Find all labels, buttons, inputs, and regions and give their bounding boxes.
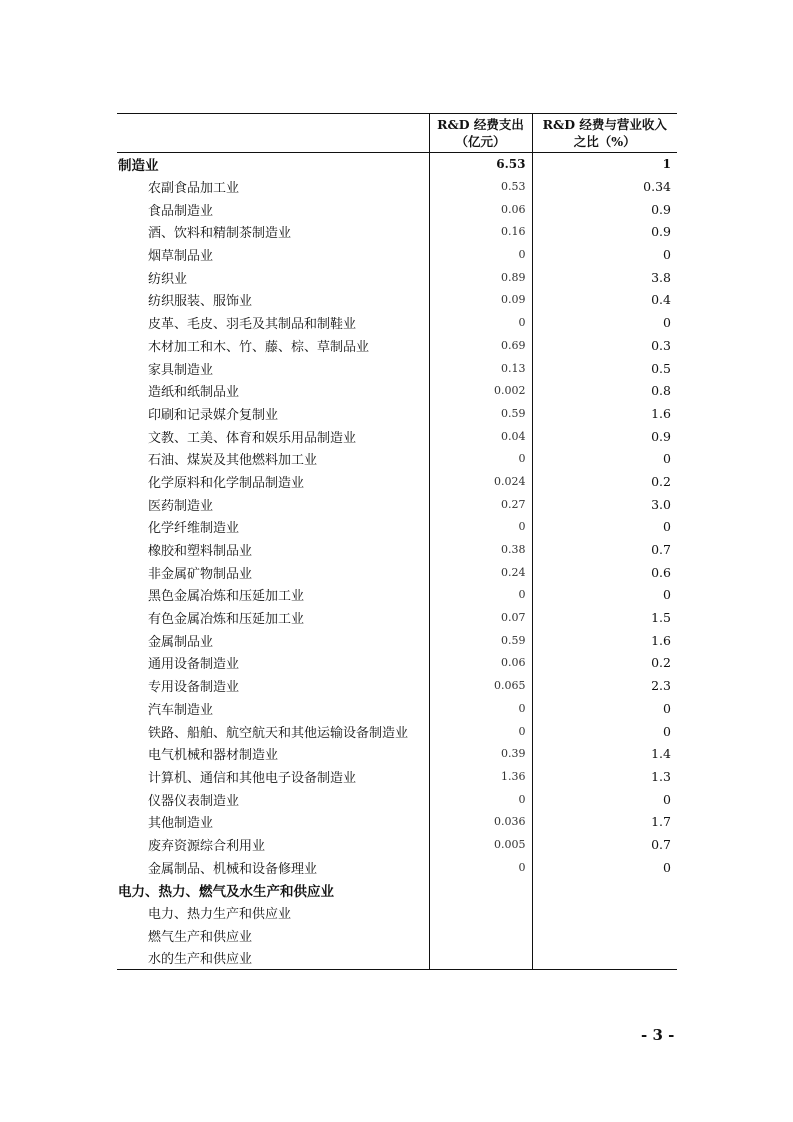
table-row (117, 674, 677, 697)
industry-name-cell: 食品制造业 (148, 203, 214, 219)
category-row (117, 879, 677, 902)
industry-name-cell: 制造业 (118, 158, 159, 175)
industry-name-cell: 金属制品、机械和设备修理业 (148, 861, 318, 877)
table-row (117, 198, 677, 221)
industry-name-cell: 酒、饮料和精制茶制造业 (148, 226, 292, 242)
table-row (117, 357, 677, 380)
rd-ratio-cell: 0 (532, 788, 677, 811)
table-row (117, 629, 677, 652)
industry-name-cell: 木材加工和木、竹、藤、棕、草制品业 (148, 339, 370, 355)
rd-expense-cell: 0.065 (429, 674, 532, 697)
table-row (117, 901, 677, 924)
rd-ratio-cell: 0.5 (532, 357, 677, 380)
industry-name-cell: 印刷和记录媒介复制业 (148, 407, 279, 423)
rd-ratio-cell: 0 (532, 516, 677, 539)
rd-ratio-cell: 0.4 (532, 289, 677, 312)
rd-ratio-cell: 0.9 (532, 198, 677, 221)
rd-ratio-cell (532, 924, 677, 947)
industry-name-cell: 铁路、船舶、航空航天和其他运输设备制造业 (148, 725, 409, 741)
rd-ratio-cell: 3.0 (532, 493, 677, 516)
rd-expense-cell: 0 (429, 516, 532, 539)
table-row (117, 538, 677, 561)
industry-name-cell: 皮革、毛皮、羽毛及其制品和制鞋业 (148, 317, 357, 333)
rd-expense-cell: 0.005 (429, 833, 532, 856)
rd-ratio-cell: 0.9 (532, 425, 677, 448)
table-row (117, 379, 677, 402)
category-row (117, 153, 677, 176)
rd-ratio-cell: 0.8 (532, 379, 677, 402)
rd-ratio-cell: 0 (532, 447, 677, 470)
rd-ratio-cell: 0 (532, 584, 677, 607)
page-number: - 3 - (641, 1026, 675, 1044)
industry-column-header (117, 114, 429, 153)
industry-name-cell: 文教、工美、体育和娱乐用品制造业 (148, 430, 357, 446)
rd-ratio-cell: 0.3 (532, 334, 677, 357)
industry-name-cell: 电力、热力、燃气及水生产和供应业 (118, 883, 334, 900)
rd-expense-cell: 0.24 (429, 561, 532, 584)
table-row (117, 493, 677, 516)
industry-name-cell: 通用设备制造业 (148, 657, 240, 673)
rd-ratio-header-line1: R&D 经费与营业收入 (542, 117, 667, 132)
rd-expense-cell: 0 (429, 584, 532, 607)
industry-name-cell: 化学纤维制造业 (148, 521, 240, 537)
industry-name-cell: 有色金属冶炼和压延加工业 (148, 612, 305, 628)
rd-ratio-cell: 0.2 (532, 470, 677, 493)
rd-expense-cell (429, 879, 532, 902)
table-row (117, 697, 677, 720)
rd-ratio-cell: 1.4 (532, 742, 677, 765)
rd-expense-cell: 0.06 (429, 198, 532, 221)
industry-name-cell: 造纸和纸制品业 (148, 385, 240, 401)
table-row (117, 584, 677, 607)
rd-ratio-cell (532, 947, 677, 970)
rd-ratio-cell: 0 (532, 720, 677, 743)
rd-expense-cell: 0.06 (429, 652, 532, 675)
rd-expense-cell: 0.002 (429, 379, 532, 402)
table-row (117, 470, 677, 493)
rd-ratio-cell: 1.6 (532, 629, 677, 652)
industry-name-cell: 金属制品业 (148, 634, 214, 650)
table-header-row (117, 114, 677, 153)
table-row (117, 289, 677, 312)
table-row (117, 266, 677, 289)
rd-ratio-cell: 1.5 (532, 606, 677, 629)
rd-expense-cell: 1.36 (429, 765, 532, 788)
table-row (117, 447, 677, 470)
industry-name-cell: 水的生产和供应业 (148, 952, 253, 968)
rd-expense-cell: 0.07 (429, 606, 532, 629)
table-row (117, 833, 677, 856)
rd-ratio-cell: 1 (532, 153, 677, 176)
table-row (117, 334, 677, 357)
rd-ratio-cell: 2.3 (532, 674, 677, 697)
table-row (117, 425, 677, 448)
rd-ratio-cell: 0 (532, 243, 677, 266)
industry-name-cell: 非金属矿物制品业 (148, 566, 253, 582)
rd-expense-cell: 0.13 (429, 357, 532, 380)
industry-name-cell: 黑色金属冶炼和压延加工业 (148, 589, 305, 605)
table-row (117, 765, 677, 788)
industry-name-cell: 纺织业 (148, 271, 188, 287)
rd-expense-cell: 0.89 (429, 266, 532, 289)
industry-name-cell: 废弃资源综合利用业 (148, 838, 266, 854)
rd-expense-cell: 0 (429, 697, 532, 720)
rd-ratio-cell: 0 (532, 697, 677, 720)
table-row (117, 788, 677, 811)
rd-expense-cell: 0.53 (429, 175, 532, 198)
table-row (117, 947, 677, 970)
rd-expense-cell: 0.04 (429, 425, 532, 448)
rd-expense-cell (429, 947, 532, 970)
table-row (117, 516, 677, 539)
table-row (117, 311, 677, 334)
rd-ratio-cell: 0 (532, 856, 677, 879)
industry-name-cell: 汽车制造业 (148, 702, 214, 718)
industry-name-cell: 化学原料和化学制品制造业 (148, 475, 305, 491)
industry-name-cell: 橡胶和塑料制品业 (148, 544, 253, 560)
table-row (117, 221, 677, 244)
rd-expense-cell: 6.53 (429, 153, 532, 176)
industry-name-cell: 医药制造业 (148, 498, 214, 514)
rd-expense-table (117, 113, 677, 970)
rd-expense-cell: 0 (429, 311, 532, 334)
rd-ratio-cell: 0.9 (532, 221, 677, 244)
table-row (117, 561, 677, 584)
rd-expense-cell: 0 (429, 447, 532, 470)
rd-expense-cell: 0.39 (429, 742, 532, 765)
industry-name-cell: 燃气生产和供应业 (148, 929, 253, 945)
rd-expense-cell (429, 924, 532, 947)
rd-expense-cell: 0.16 (429, 221, 532, 244)
industry-name-cell: 专用设备制造业 (148, 680, 240, 696)
industry-name-cell: 烟草制品业 (148, 249, 214, 265)
industry-name-cell: 家具制造业 (148, 362, 214, 378)
rd-expense-cell: 0.27 (429, 493, 532, 516)
rd-ratio-cell: 0.34 (532, 175, 677, 198)
rd-expense-cell: 0 (429, 243, 532, 266)
rd-expense-cell: 0 (429, 720, 532, 743)
rd-expense-cell: 0.59 (429, 629, 532, 652)
rd-expense-cell: 0.036 (429, 810, 532, 833)
rd-expense-cell (429, 901, 532, 924)
industry-name-cell: 电力、热力生产和供应业 (148, 907, 292, 923)
rd-ratio-column-header (532, 114, 677, 153)
rd-expense-cell: 0 (429, 788, 532, 811)
rd-expense-cell: 0.69 (429, 334, 532, 357)
rd-expense-header-line1: R&D 经费支出 (437, 117, 524, 132)
table-row (117, 856, 677, 879)
rd-ratio-cell (532, 879, 677, 902)
industry-name-cell: 石油、煤炭及其他燃料加工业 (148, 453, 318, 469)
industry-name-cell: 其他制造业 (148, 816, 214, 832)
industry-name-cell: 仪器仪表制造业 (148, 793, 240, 809)
rd-ratio-cell: 1.7 (532, 810, 677, 833)
table-body (117, 153, 677, 970)
table-row (117, 810, 677, 833)
rd-ratio-cell: 0.7 (532, 538, 677, 561)
table-row (117, 652, 677, 675)
rd-ratio-header-line2: 之比（%） (573, 134, 636, 149)
rd-ratio-cell: 1.3 (532, 765, 677, 788)
table-row (117, 243, 677, 266)
rd-expense-column-header (429, 114, 532, 153)
table-row (117, 742, 677, 765)
rd-ratio-cell: 0.2 (532, 652, 677, 675)
industry-name-cell: 农副食品加工业 (148, 181, 240, 197)
table-row (117, 924, 677, 947)
rd-ratio-cell: 0.7 (532, 833, 677, 856)
rd-ratio-cell (532, 901, 677, 924)
industry-name-cell: 计算机、通信和其他电子设备制造业 (148, 770, 357, 786)
table-row (117, 720, 677, 743)
rd-ratio-cell: 3.8 (532, 266, 677, 289)
table-row (117, 175, 677, 198)
rd-expense-cell: 0 (429, 856, 532, 879)
rd-ratio-cell: 0 (532, 311, 677, 334)
rd-expense-header-line2: （亿元） (455, 134, 506, 149)
rd-expense-cell: 0.38 (429, 538, 532, 561)
rd-expense-cell: 0.09 (429, 289, 532, 312)
industry-name-cell: 纺织服装、服饰业 (148, 294, 253, 310)
table-row (117, 606, 677, 629)
rd-ratio-cell: 1.6 (532, 402, 677, 425)
industry-name-cell: 电气机械和器材制造业 (148, 748, 279, 764)
rd-expense-cell: 0.59 (429, 402, 532, 425)
table-row (117, 402, 677, 425)
rd-ratio-cell: 0.6 (532, 561, 677, 584)
rd-expense-cell: 0.024 (429, 470, 532, 493)
